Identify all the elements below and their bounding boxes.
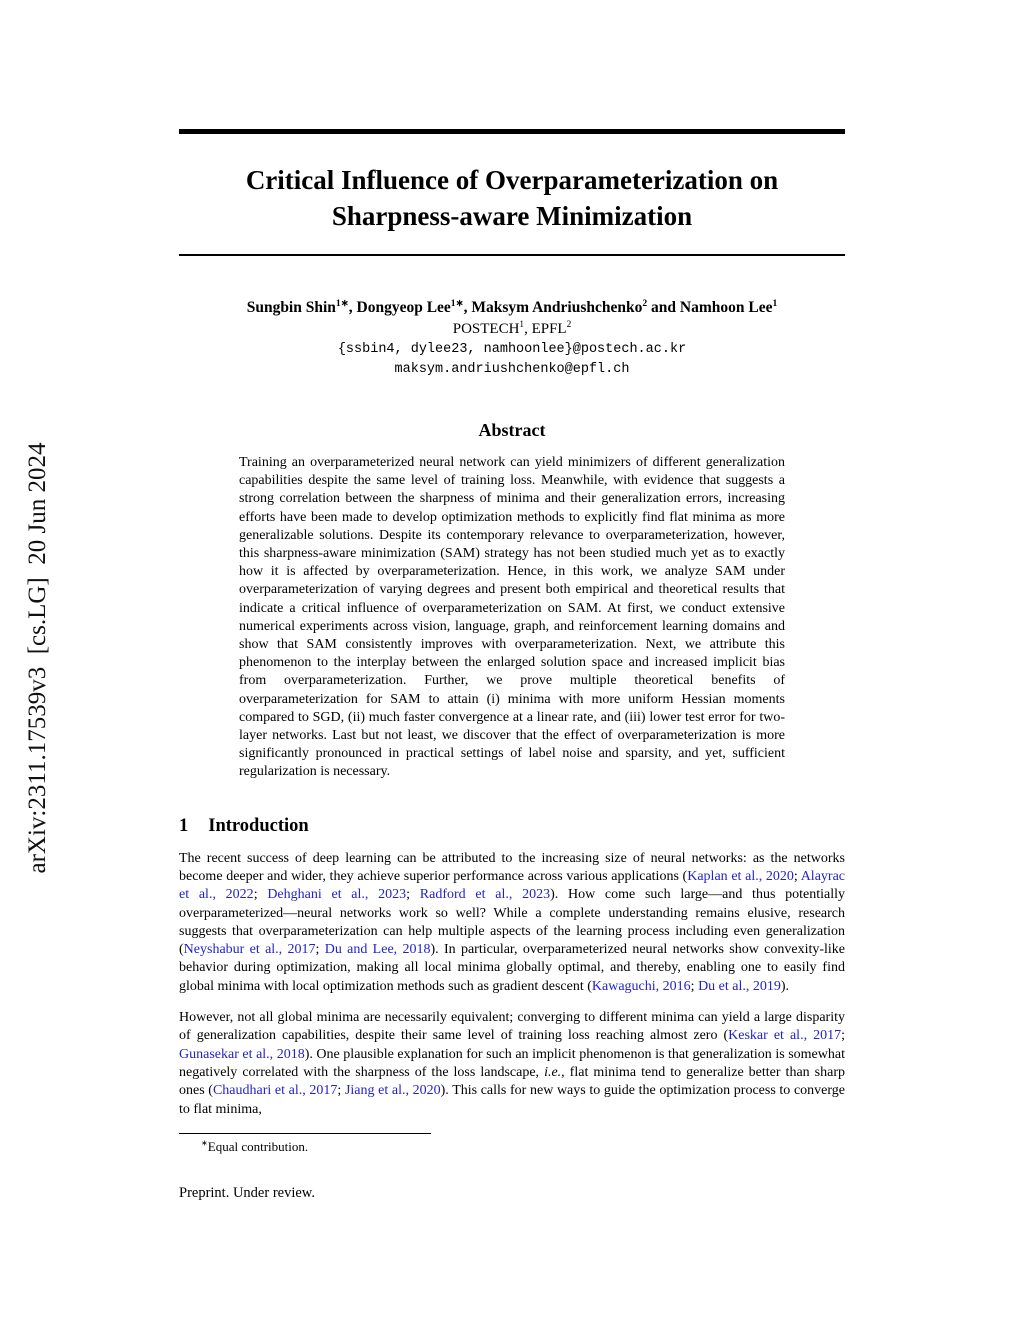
- citation-link[interactable]: Du et al., 2019: [698, 978, 781, 994]
- intro-paragraph-2: However, not all global minima are necessarily equivalent; converging to different minima can yield a large disparity of generalization capabilities, despite their same level of training loss reaching almost zero (Keskar et al., 2017; Gunasekar et al., 2018). One plausible explanation for such an implicit phenomenon is that generalization is somewhat negatively correlated with the sharpness of the loss landscape, i.e., flat minima tend to generalize better than sharp ones (Chaudhari et al., 2017; Jiang et al., 2020). This calls for new ways to guide the optimization process to converge to flat minima,: [179, 1010, 845, 1117]
- affiliations-line: POSTECH$^1$, EPFL$^2$: [452, 320, 572, 337]
- footnote-text: ∗Equal contribution.: [201, 1138, 309, 1155]
- arxiv-watermark: arXiv:2311.17539v3 [cs.LG] 20 Jun 2024: [24, 442, 51, 874]
- paper-title: [179, 162, 845, 234]
- email-line-epfl: maksym.andriushchenko@epfl.ch: [394, 362, 630, 377]
- section-title: Introduction: [208, 815, 309, 836]
- citation-link[interactable]: Jiang et al., 2020: [344, 1083, 441, 1099]
- title-separator-rule: [179, 254, 845, 256]
- author-names-line: Sungbin Shin$^{1∗}$, Dongyeop Lee$^{1∗}$, Maksym Andriushchenko$^2$ and Namhoon Lee$^1$: [246, 297, 778, 316]
- top-rule: [179, 129, 845, 134]
- paper-content-column: [179, 0, 845, 1202]
- intro-paragraph-1: The recent success of deep learning can be attributed to the increasing size of neural networks: as the networks become deeper and wider, they achieve superior performance across various applications (Kaplan et al., 2020; Alayrac et al., 2022; Dehghani et al., 2023; Radford et al., 2023). How come such large—and thus potentially overparameterized—neural networks work so well? While a complete understanding remains elusive, research suggests that overparameterization can help multiple aspects of the learning process including even generalization (Neyshabur et al., 2017; Du and Lee, 2018). In particular, overparameterized neural networks show convexity-like behavior during optimization, making all local minima globally optimal, and thereby, enabling one to easily find global minima with local optimization methods such as gradient descent (Kawaguchi, 2016; Du et al., 2019).: [179, 850, 846, 994]
- citation-link[interactable]: Kaplan et al., 2020: [687, 868, 794, 884]
- citation-link[interactable]: Chaudhari et al., 2017: [212, 1083, 338, 1099]
- citation-link[interactable]: Du and Lee, 2018: [324, 942, 431, 958]
- section-number: 1: [179, 815, 189, 836]
- abstract-text: Training an overparameterized neural network can yield minimizers of different generalization capabilities despite the same level of training loss. Meanwhile, with evidence that suggests a strong correlation between the sharpness of minima and their generalization errors, increasing efforts have been made to develop optimization methods to explicitly find flat minima as more generalizable solutions. Despite its contemporary relevance to overparameterization, however, this sharpness-aware minimization (SAM) strategy has not been studied much yet as to exactly how it is affected by overparameterization. Hence, in this work, we analyze SAM under overparameterization of varying degrees and present both empirical and theoretical results that indicate a critical influence of overparameterization on SAM. At first, we conduct extensive numerical experiments across vision, language, graph, and reinforcement learning domains and show that SAM consistently improves with overparameterization. Next, we attribute this phenomenon to the interplay between the enlarged solution space and increased implicit bias from overparameterization. Further, we prove multiple theoretical benefits of overparameterization for SAM to attain (i) minima with more uniform Hessian moments compared to SGD, (ii) much faster convergence at a linear rate, and (iii) lower test error for two-layer networks. Last but not least, we discover that the effect of overparameterization is more significantly pronounced in practical settings of label noise and sparsity, and yet, sufficient regularization is necessary.: [239, 455, 785, 780]
- title-line-1: Critical Influence of Overparameterization on: [245, 165, 779, 195]
- email-line-postech: {ssbin4, dylee23, namhoonlee}@postech.ac.kr: [337, 342, 687, 357]
- authors-block: [179, 298, 845, 378]
- citation-link[interactable]: Gunasekar et al., 2018: [179, 1046, 305, 1062]
- footnote-rule: [179, 1133, 431, 1135]
- citation-link[interactable]: Radford et al., 2023: [419, 887, 551, 903]
- section-1-heading: [179, 816, 845, 837]
- abstract-heading: Abstract: [478, 420, 546, 440]
- preprint-footer: Preprint. Under review.: [179, 1185, 315, 1202]
- citation-link[interactable]: Keskar et al., 2017: [728, 1028, 842, 1044]
- citation-link[interactable]: Neyshabur et al., 2017: [183, 942, 316, 958]
- citation-link[interactable]: Dehghani et al., 2023: [267, 887, 407, 903]
- title-line-2: Sharpness-aware Minimization: [331, 201, 693, 231]
- citation-link[interactable]: Alayrac et al., 2022: [179, 868, 845, 903]
- citation-link[interactable]: Kawaguchi, 2016: [591, 978, 691, 994]
